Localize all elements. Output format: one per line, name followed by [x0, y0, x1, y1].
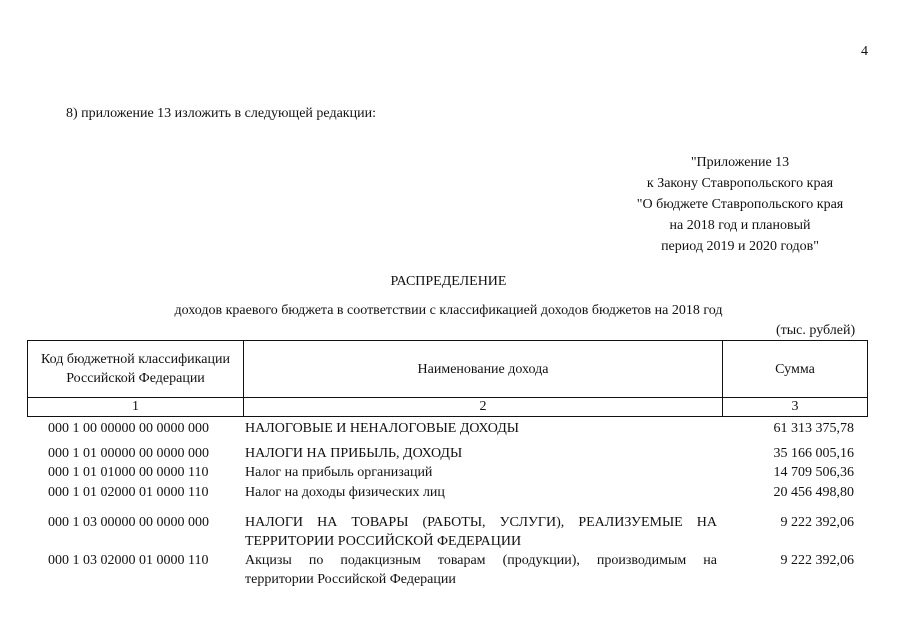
column-number: 3 — [723, 398, 868, 417]
row-amount: 20 456 498,80 — [773, 485, 854, 500]
row-amount: 14 709 506,36 — [773, 465, 854, 480]
document-subtitle: доходов краевого бюджета в соответствии с классификацией доходов бюджетов на 2018 год — [174, 303, 723, 318]
row-name — [245, 551, 717, 589]
header-name: Наименование дохода — [244, 341, 723, 398]
row-amount: 61 313 375,78 — [773, 421, 854, 436]
document-title: РАСПРЕДЕЛЕНИЕ — [390, 274, 507, 289]
header-amount: Сумма — [723, 341, 868, 398]
row-name-line: Акцизы по подакцизным товарам (продукции), производимым на — [245, 553, 717, 568]
revenue-table-header — [27, 340, 868, 417]
row-name — [245, 513, 717, 551]
annex-reference — [600, 152, 880, 257]
row-name: НАЛОГИ НА ПРИБЫЛЬ, ДОХОДЫ — [245, 446, 463, 461]
units-label: (тыс. рублей) — [776, 323, 856, 338]
page-number: 4 — [861, 44, 868, 59]
row-code: 000 1 01 01000 00 0000 110 — [48, 465, 209, 480]
intro-line: 8) приложение 13 изложить в следующей редакции: — [66, 106, 376, 121]
row-code: 000 1 03 00000 00 0000 000 — [48, 515, 209, 530]
row-name-line: территории Российской Федерации — [245, 572, 456, 587]
row-code: 000 1 01 00000 00 0000 000 — [48, 446, 209, 461]
row-name: НАЛОГОВЫЕ И НЕНАЛОГОВЫЕ ДОХОДЫ — [245, 421, 519, 436]
annex-line: "Приложение 13 — [690, 155, 790, 170]
row-code: 000 1 03 02000 01 0000 110 — [48, 553, 209, 568]
row-name: Налог на прибыль организаций — [245, 465, 433, 480]
row-name-line: ТЕРРИТОРИИ РОССИЙСКОЙ ФЕДЕРАЦИИ — [245, 534, 522, 549]
row-name: Налог на доходы физических лиц — [245, 485, 445, 500]
header-code: Код бюджетной классификации Российской Федерации — [28, 341, 244, 398]
row-code: 000 1 00 00000 00 0000 000 — [48, 421, 209, 436]
row-amount: 35 166 005,16 — [773, 446, 854, 461]
row-amount: 9 222 392,06 — [780, 553, 854, 568]
row-amount: 9 222 392,06 — [780, 515, 854, 530]
annex-line: на 2018 год и плановый — [669, 218, 811, 233]
row-name-line: НАЛОГИ НА ТОВАРЫ (РАБОТЫ, УСЛУГИ), РЕАЛИЗУЕМЫЕ НА — [245, 515, 717, 530]
annex-line: к Закону Ставропольского края — [646, 176, 834, 191]
annex-line: "О бюджете Ставропольского края — [636, 197, 844, 212]
row-code: 000 1 01 02000 01 0000 110 — [48, 485, 209, 500]
column-number: 2 — [244, 398, 723, 417]
column-number: 1 — [28, 398, 244, 417]
annex-line: период 2019 и 2020 годов" — [661, 239, 819, 254]
